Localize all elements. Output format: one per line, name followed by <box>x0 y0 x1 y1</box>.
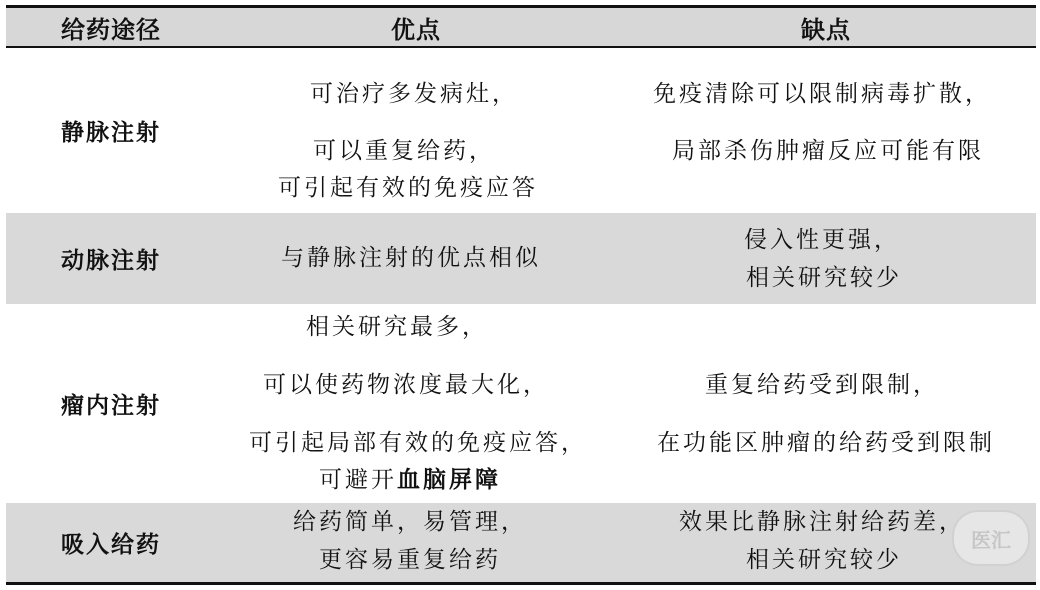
header-advantages: 优点 <box>391 15 441 44</box>
advantage-line: 可以使药物浓度最大化， <box>263 372 549 398</box>
route-cell: 动脉注射 <box>61 248 161 274</box>
disadvantage-line: 相关研究较少 <box>746 265 902 291</box>
advantage-line: 与静脉注射的优点相似 <box>281 245 541 271</box>
table-row <box>6 304 1036 503</box>
disadvantage-line: 重复给药受到限制， <box>705 372 939 398</box>
disadvantage-line: 在功能区肿瘤的给药受到限制 <box>657 430 995 456</box>
header-route: 给药途径 <box>61 15 161 44</box>
advantage-line: 相关研究最多， <box>306 314 488 340</box>
table-bottom-rule <box>6 582 1036 585</box>
advantage-line <box>319 465 501 495</box>
advantage-line: 可以重复给药， <box>313 138 495 164</box>
comparison-table <box>6 5 1036 585</box>
table-row <box>6 48 1036 213</box>
header-disadvantages: 缺点 <box>801 15 851 44</box>
disadvantage-line: 相关研究较少 <box>746 547 902 573</box>
advantage-line: 可引起局部有效的免疫应答， <box>249 430 587 456</box>
route-cell: 吸入给药 <box>61 532 161 558</box>
advantage-line: 更容易重复给药 <box>319 547 501 573</box>
route-cell: 瘤内注射 <box>61 393 161 419</box>
advantage-line: 可治疗多发病灶， <box>310 81 518 107</box>
advantage-text: 可避开 <box>319 467 397 493</box>
table-row <box>6 213 1036 304</box>
advantage-line: 可引起有效的免疫应答 <box>278 175 538 201</box>
table-row <box>6 503 1036 582</box>
blood-brain-barrier-term: 血脑屏障 <box>397 467 501 493</box>
advantage-line: 给药简单，易管理， <box>293 509 527 535</box>
watermark-logo <box>952 510 1030 566</box>
disadvantage-line: 效果比静脉注射给药差， <box>679 509 965 535</box>
disadvantage-line: 局部杀伤肿瘤反应可能有限 <box>672 138 984 164</box>
disadvantage-line: 免疫清除可以限制病毒扩散， <box>653 81 991 107</box>
disadvantage-line: 侵入性更强， <box>744 227 900 253</box>
watermark-text: 医汇 <box>971 527 1011 552</box>
route-cell: 静脉注射 <box>61 120 161 146</box>
